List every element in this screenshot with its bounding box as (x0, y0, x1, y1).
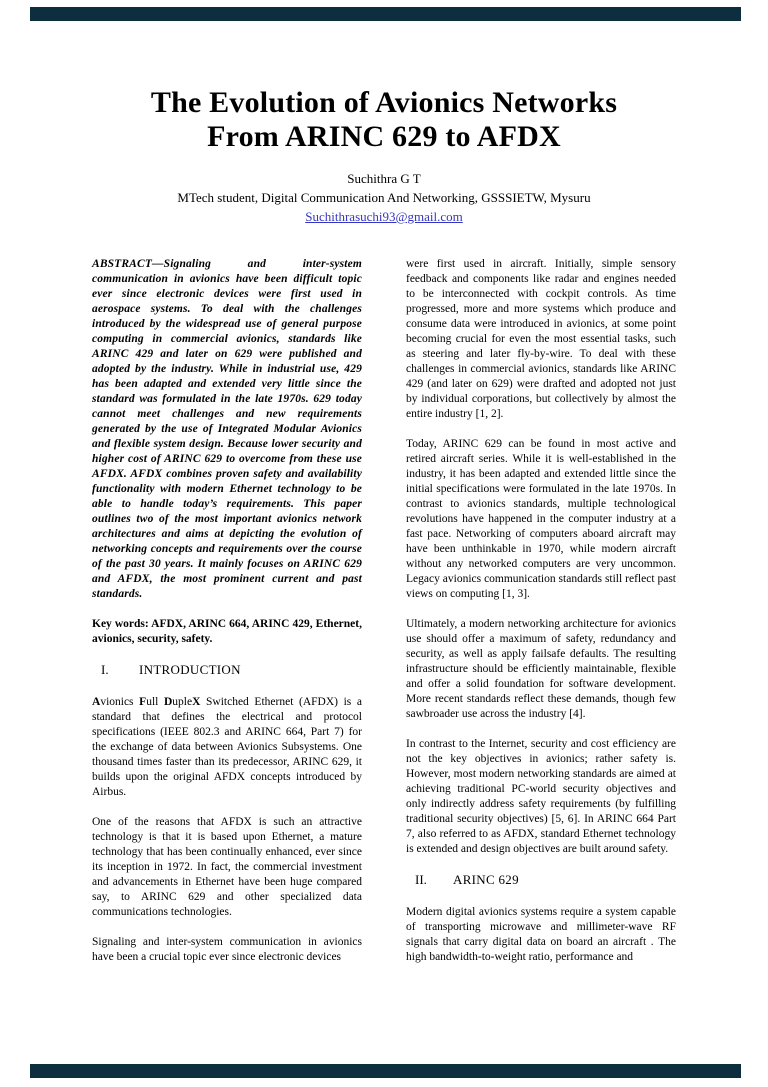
author-email-link[interactable]: Suchithrasuchi93@gmail.com (305, 209, 463, 224)
keywords-line: Key words: AFDX, ARINC 664, ARINC 429, Ethernet, avionics, security, safety. (92, 618, 362, 645)
paper-title-line-2: From ARINC 629 to AFDX (207, 120, 561, 153)
title-block (0, 0, 768, 226)
paragraph-intro-3: Signaling and inter-system communication in avionics have been a crucial topic ever since electronic devices (92, 936, 362, 963)
section-heading-introduction (92, 662, 362, 678)
section-numeral: II. (415, 872, 427, 887)
paper-title-line-1: The Evolution of Avionics Networks (150, 86, 618, 119)
paragraph-right-1: were first used in aircraft. Initially, simple sensory feedback and components like radar and engines needed to be interconnected with cockpit controls. As time progressed, more and more systems which produce and consume data were introduced in avionics, at some point becoming crucial for even the most essential tasks, such as steering and later fly-by-wire. To deal with these challenges in commercial avionics, standards like ARINC 429 (and later on 629) were drafted and adopted not just by individual corporations, but collectively by almost the entire industry [1, 2]. (406, 258, 676, 420)
section-heading-arinc-629 (406, 872, 676, 888)
right-column (406, 257, 676, 980)
paragraph-right-3: Ultimately, a modern networking architecture for avionics use should offer a maximum of safety, redundancy and security, as well as apply failsafe defaults. The resulting infrastructure should be efficiently maintainable, flexible and offer a solid foundation for software development. More recent standards reflect these demands, though few sawbroader use across the industry [4]. (406, 618, 676, 720)
paragraph-intro-2: One of the reasons that AFDX is such an attractive technology is that it is based upon Ethernet, a mature technology that has been continually enhanced, ever since its inception in 1972. In fact, the commercial investment and advancements in Ethernet have been huge compared say, to ARINC 629 and other specialized data communications technologies. (92, 816, 362, 918)
section-title: INTRODUCTION (139, 662, 241, 677)
author-name: Suchithra G T (347, 171, 421, 186)
section-title: ARINC 629 (453, 872, 519, 887)
paragraph-arinc-1: Modern digital avionics systems require a system capable of transporting microwave and millimeter-wave RF signals that carry digital data on board an aircraft . The high bandwidth-to-weight ratio, performance and (406, 906, 676, 963)
paragraph-intro-1: Avionics Full DupleX Switched Ethernet (AFDX) is a standard that defines the electrical and protocol specifications (IEEE 802.3 and ARINC 664, Part 7) for the exchange of data between Avionics Subsystems. One thousand times faster than its predecessor, ARINC 629, it builds upon the original AFDX concepts introduced by Airbus. (92, 696, 362, 798)
author-affiliation: MTech student, Digital Communication And Networking, GSSSIETW, Mysuru (177, 190, 591, 205)
slide-border-bottom (30, 1064, 741, 1078)
slide-border-top (30, 7, 741, 21)
section-numeral: I. (101, 662, 109, 677)
paragraph-right-4: In contrast to the Internet, security and cost efficiency are not the key objectives in avionics; rather safety is. However, most modern networking standards are aimed at achieving traditional PC-world security objectives and only indirectly address safety requirements (by fulfilling traditional security objectives) [5, 6]. In ARINC 664 Part 7, also referred to as AFDX, standard Ethernet technology is extended and design objectives are built around safety. (406, 738, 676, 855)
paragraph-right-2: Today, ARINC 629 can be found in most active and retired aircraft series. While it is well-established in the industry, it has been adapted and extended little since the initial specifications were formulated in the late 1970s. In contrast to avionics standards, multiple technological revolutions have happened in the computer industry at a fast pace. Networking of computers aboard aircraft may have been unthinkable in 1970, while modern aircraft without any networked computers are very uncommon. Legacy avionics communication standards still reflect past views on computing [1, 3]. (406, 438, 676, 600)
abstract-paragraph: ABSTRACT—Signaling and inter-system communication in avionics have been difficult topic ever since electronic devices were first used in aerospace systems. To deal with the challenges introduced by the widespread use of general purpose computing in commercial avionics, standards like ARINC 429 and later on 629 were published and adopted by the industry. While in industrial use, 429 has been adapted and extended very little since the standard was formulated in the late 1970s. 629 today cannot meet challenges and new requirements generated by the use of Integrated Modular Avionics and flexible system design. Because lower security and higher cost of ARINC 629 to overcome from these use AFDX. AFDX combines proven safety and availability functionality with modern Ethernet technology to be able to handle today’s requirements. This paper outlines two of the most important avionics network architectures and aims at depicting the evolution of networking concepts and requirements over the course of the past 30 years. It mainly focuses on ARINC 629 and AFDX, the most prominent current and past standards. (92, 258, 362, 600)
two-column-body (0, 226, 768, 980)
paper-title (0, 86, 768, 154)
author-block (0, 169, 768, 226)
left-column (92, 257, 362, 980)
